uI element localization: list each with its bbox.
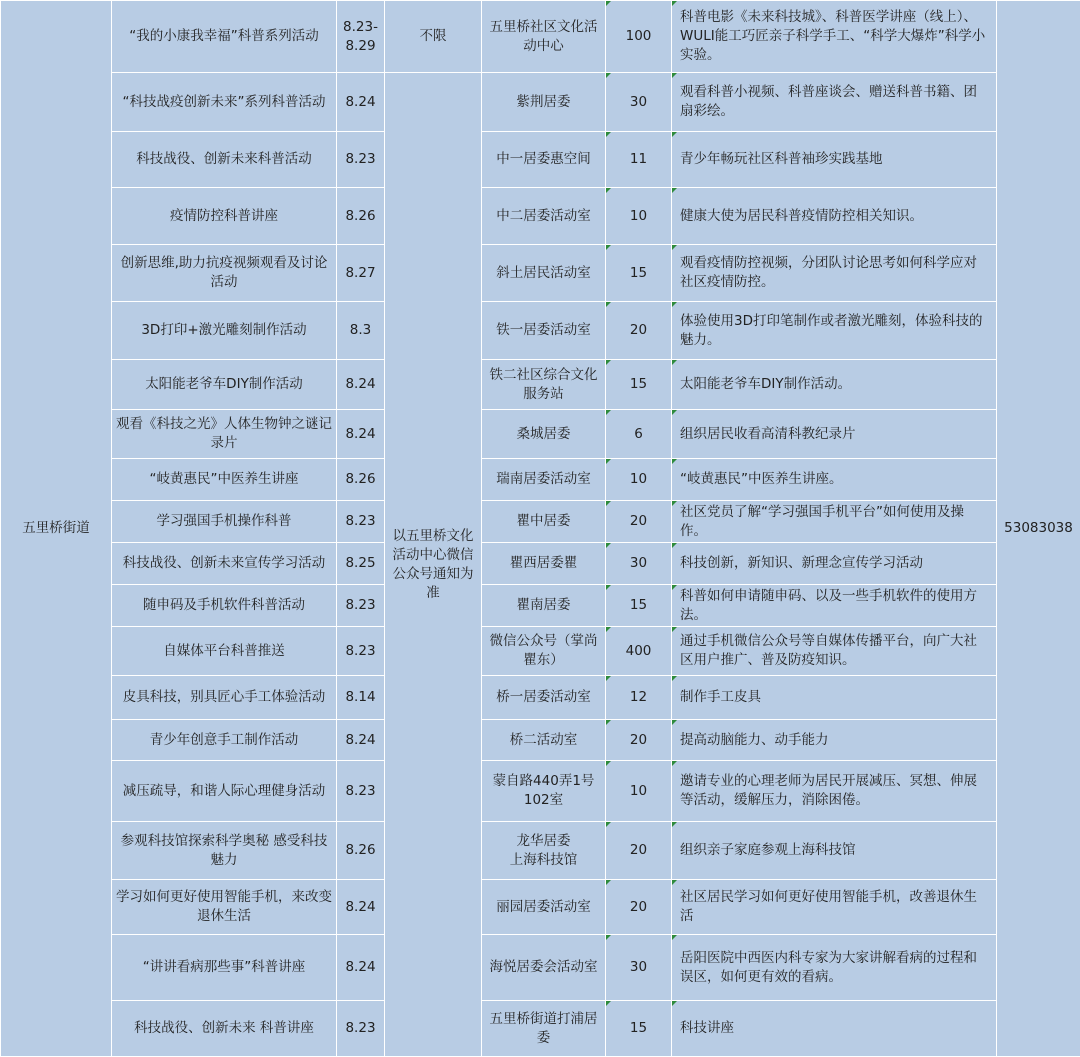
- table-row: [1, 188, 1080, 245]
- table-row: [1, 1001, 1080, 1057]
- venue-cell: 丽园居委活动室: [482, 880, 606, 935]
- date-cell: 8.26: [337, 822, 385, 880]
- activity-name-cell: “岐黄惠民”中医养生讲座: [112, 459, 337, 501]
- date-cell: 8.26: [337, 459, 385, 501]
- table-row: [1, 822, 1080, 880]
- venue-cell: 瞿西居委瞿: [482, 543, 606, 585]
- count-cell: 30: [606, 935, 672, 1001]
- count-cell: 10: [606, 459, 672, 501]
- table-row: [1, 627, 1080, 676]
- count-cell: 100: [606, 1, 672, 73]
- table-row: [1, 459, 1080, 501]
- content-cell: 邀请专业的心理老师为居民开展减压、冥想、伸展等活动，缓解压力，消除困倦。: [672, 761, 997, 822]
- count-cell: 10: [606, 188, 672, 245]
- table-row: [1, 1, 1080, 73]
- venue-cell: 桥一居委活动室: [482, 676, 606, 720]
- activity-name-cell: 疫情防控科普讲座: [112, 188, 337, 245]
- date-cell: 8.23: [337, 501, 385, 543]
- count-cell: 10: [606, 761, 672, 822]
- content-cell: 组织亲子家庭参观上海科技馆: [672, 822, 997, 880]
- count-cell: 15: [606, 1001, 672, 1057]
- content-cell: 科技讲座: [672, 1001, 997, 1057]
- venue-cell: 中一居委惠空间: [482, 132, 606, 188]
- venue-cell: 微信公众号（掌尚瞿东）: [482, 627, 606, 676]
- date-cell: 8.27: [337, 245, 385, 302]
- table-row: [1, 73, 1080, 132]
- venue-cell: 桥二活动室: [482, 720, 606, 761]
- venue-cell: 蒙自路440弄1号102室: [482, 761, 606, 822]
- date-cell: 8.23: [337, 585, 385, 627]
- content-cell: 科普电影《未来科技城》、科普医学讲座（线上）、WULI能工巧匠亲子科学手工、“科学大爆炸”科学小实验。: [672, 1, 997, 73]
- count-cell: 6: [606, 410, 672, 459]
- count-cell: 20: [606, 501, 672, 543]
- venue-cell: 铁一居委活动室: [482, 302, 606, 360]
- table-row: [1, 676, 1080, 720]
- content-cell: 通过手机微信公众号等自媒体传播平台，向广大社区用户推广、普及防疫知识。: [672, 627, 997, 676]
- target-cell: 以五里桥文化活动中心微信公众号通知为准: [385, 73, 482, 1057]
- count-cell: 30: [606, 543, 672, 585]
- activity-name-cell: “讲讲看病那些事”科普讲座: [112, 935, 337, 1001]
- venue-cell: 龙华居委 上海科技馆: [482, 822, 606, 880]
- count-cell: 20: [606, 822, 672, 880]
- count-cell: 30: [606, 73, 672, 132]
- content-cell: 观看科普小视频、科普座谈会、赠送科普书籍、团扇彩绘。: [672, 73, 997, 132]
- content-cell: 科技创新，新知识、新理念宣传学习活动: [672, 543, 997, 585]
- content-cell: 健康大使为居民科普疫情防控相关知识。: [672, 188, 997, 245]
- content-cell: 太阳能老爷车DIY制作活动。: [672, 360, 997, 410]
- date-cell: 8.24: [337, 720, 385, 761]
- table-row: [1, 761, 1080, 822]
- content-cell: 观看疫情防控视频，分团队讨论思考如何科学应对社区疫情防控。: [672, 245, 997, 302]
- table-row: [1, 720, 1080, 761]
- content-cell: 科普如何申请随申码、以及一些手机软件的使用方法。: [672, 585, 997, 627]
- content-cell: 社区党员了解“学习强国手机平台”如何使用及操作。: [672, 501, 997, 543]
- date-cell: 8.23: [337, 1001, 385, 1057]
- activity-name-cell: 参观科技馆探索科学奥秘 感受科技魅力: [112, 822, 337, 880]
- count-cell: 400: [606, 627, 672, 676]
- date-cell: 8.23: [337, 627, 385, 676]
- content-cell: 组织居民收看高清科教纪录片: [672, 410, 997, 459]
- activity-name-cell: 科技战役、创新未来科普活动: [112, 132, 337, 188]
- activity-name-cell: 皮具科技，别具匠心手工体验活动: [112, 676, 337, 720]
- content-cell: 制作手工皮具: [672, 676, 997, 720]
- table-row: [1, 360, 1080, 410]
- count-cell: 20: [606, 880, 672, 935]
- venue-cell: 中二居委活动室: [482, 188, 606, 245]
- venue-cell: 紫荆居委: [482, 73, 606, 132]
- content-cell: 社区居民学习如何更好使用智能手机，改善退休生活: [672, 880, 997, 935]
- venue-cell: 五里桥街道打浦居委: [482, 1001, 606, 1057]
- activity-name-cell: 创新思维,助力抗疫视频观看及讨论活动: [112, 245, 337, 302]
- activity-name-cell: 青少年创意手工制作活动: [112, 720, 337, 761]
- activity-name-cell: 学习如何更好使用智能手机，来改变退休生活: [112, 880, 337, 935]
- venue-cell: 铁二社区综合文化服务站: [482, 360, 606, 410]
- date-cell: 8.23: [337, 132, 385, 188]
- content-cell: 体验使用3D打印笔制作或者激光雕刻，体验科技的魅力。: [672, 302, 997, 360]
- venue-cell: 瑞南居委活动室: [482, 459, 606, 501]
- content-cell: “岐黄惠民”中医养生讲座。: [672, 459, 997, 501]
- venue-cell: 瞿南居委: [482, 585, 606, 627]
- activity-name-cell: 减压疏导，和谐人际心理健身活动: [112, 761, 337, 822]
- count-cell: 15: [606, 585, 672, 627]
- date-cell: 8.24: [337, 880, 385, 935]
- activity-name-cell: 太阳能老爷车DIY制作活动: [112, 360, 337, 410]
- count-cell: 20: [606, 302, 672, 360]
- count-cell: 15: [606, 245, 672, 302]
- venue-cell: 五里桥社区文化活动中心: [482, 1, 606, 73]
- date-cell: 8.14: [337, 676, 385, 720]
- content-cell: 提高动脑能力、动手能力: [672, 720, 997, 761]
- venue-cell: 海悦居委会活动室: [482, 935, 606, 1001]
- table-row: [1, 302, 1080, 360]
- activity-name-cell: 科技战役、创新未来宣传学习活动: [112, 543, 337, 585]
- phone-cell: 53083038: [997, 1, 1080, 1057]
- date-cell: 8.3: [337, 302, 385, 360]
- date-cell: 8.24: [337, 935, 385, 1001]
- table-row: [1, 410, 1080, 459]
- date-cell: 8.26: [337, 188, 385, 245]
- venue-cell: 桑城居委: [482, 410, 606, 459]
- count-cell: 12: [606, 676, 672, 720]
- street-cell: 五里桥街道: [1, 1, 112, 1057]
- count-cell: 20: [606, 720, 672, 761]
- date-cell: 8.25: [337, 543, 385, 585]
- count-cell: 15: [606, 360, 672, 410]
- activity-name-cell: 科技战役、创新未来 科普讲座: [112, 1001, 337, 1057]
- activity-name-cell: 随申码及手机软件科普活动: [112, 585, 337, 627]
- table-row: [1, 132, 1080, 188]
- activity-name-cell: 学习强国手机操作科普: [112, 501, 337, 543]
- table-row: [1, 543, 1080, 585]
- activity-name-cell: 3D打印+激光雕刻制作活动: [112, 302, 337, 360]
- table-row: [1, 501, 1080, 543]
- date-cell: 8.23: [337, 761, 385, 822]
- table-row: [1, 880, 1080, 935]
- activity-name-cell: 自媒体平台科普推送: [112, 627, 337, 676]
- date-cell: 8.24: [337, 360, 385, 410]
- target-cell: 不限: [385, 1, 482, 73]
- activity-name-cell: “我的小康我幸福”科普系列活动: [112, 1, 337, 73]
- date-cell: 8.24: [337, 73, 385, 132]
- date-cell: 8.24: [337, 410, 385, 459]
- content-cell: 青少年畅玩社区科普袖珍实践基地: [672, 132, 997, 188]
- count-cell: 11: [606, 132, 672, 188]
- venue-cell: 斜土居民活动室: [482, 245, 606, 302]
- table-row: [1, 935, 1080, 1001]
- content-cell: 岳阳医院中西医内科专家为大家讲解看病的过程和误区，如何更有效的看病。: [672, 935, 997, 1001]
- table-row: [1, 245, 1080, 302]
- date-cell: 8.23-8.29: [337, 1, 385, 73]
- venue-cell: 瞿中居委: [482, 501, 606, 543]
- table-row: [1, 585, 1080, 627]
- activity-name-cell: “科技战疫创新未来”系列科普活动: [112, 73, 337, 132]
- activity-name-cell: 观看《科技之光》人体生物钟之谜记录片: [112, 410, 337, 459]
